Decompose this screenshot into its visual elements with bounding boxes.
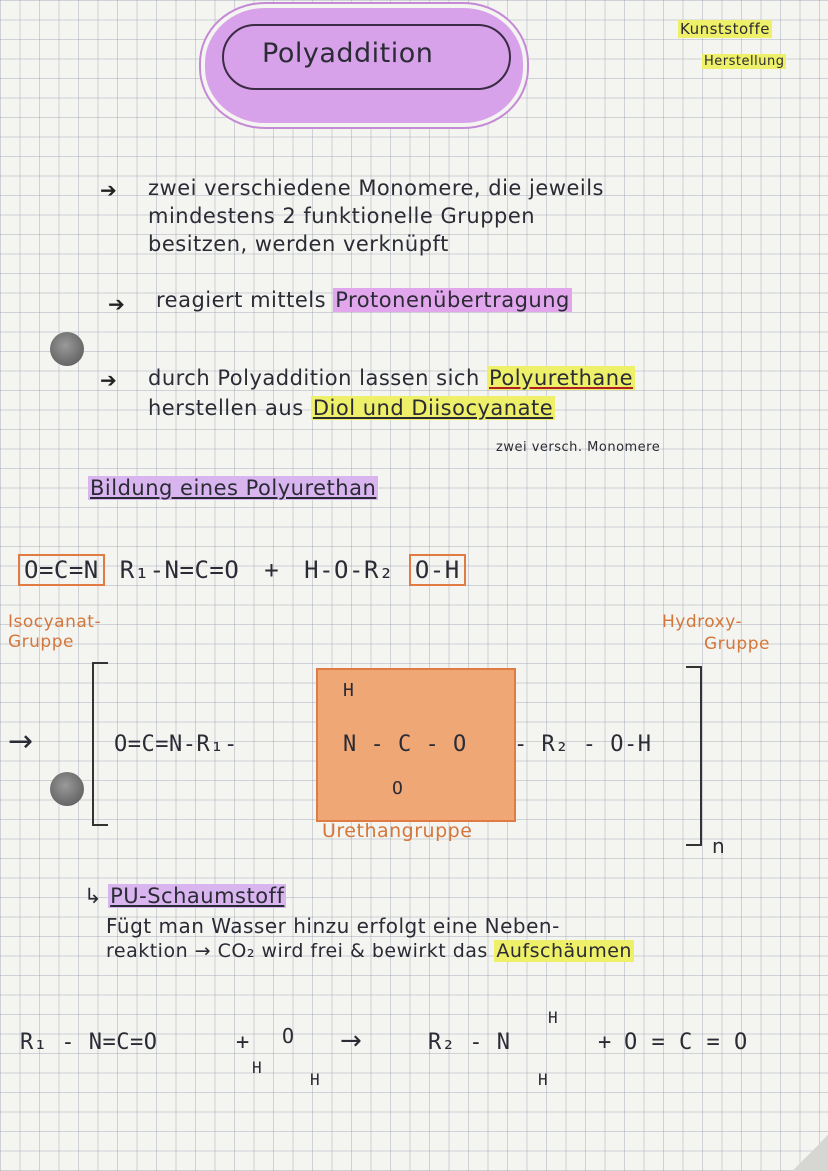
product-arrow: → <box>8 724 34 759</box>
arrow-bullet-icon: ➔ <box>100 368 117 392</box>
water-o: O <box>282 1024 295 1048</box>
section-heading-text: Bildung eines Polyurethan <box>90 476 377 500</box>
reaction2-plus2: + <box>598 1030 612 1055</box>
bullet2-text: reagiert mittels <box>156 288 327 312</box>
bullet3-line2-highlight: Diol und Diisocyanate <box>312 396 554 420</box>
bullet3-highlight: Polyurethane <box>488 366 634 390</box>
foam-line2-rest: CO₂ wird frei & bewirkt das <box>217 940 488 962</box>
bullet1-line3: besitzen, werden verknüpft <box>148 232 449 256</box>
foam-line2: reaktion → CO₂ wird frei & bewirkt das Aufschäumen <box>106 940 632 962</box>
foam-heading-text: PU-Schaumstoff <box>110 884 285 908</box>
bullet1-line1: zwei verschiedene Monomere, die jeweils <box>148 176 604 200</box>
page-title: Polyaddition <box>262 38 434 69</box>
foam-heading: ↳ PU-Schaumstoff <box>84 884 285 908</box>
water-h2: H <box>310 1070 321 1089</box>
topic-label-line2: Herstellung <box>704 54 785 69</box>
water-h1: H <box>252 1058 263 1077</box>
amine: R₂ - N <box>428 1030 511 1055</box>
bullet3-line2 <box>148 396 555 420</box>
topic-label-line1: Kunststoffe <box>680 20 770 38</box>
arrow-bullet-icon: ➔ <box>108 292 125 316</box>
hydroxy-group: O-H <box>409 554 466 586</box>
hydroxy-label-1: Hydroxy- <box>662 612 743 632</box>
bullet2-highlight: Protonenübertragung <box>335 288 570 312</box>
arrow-bullet-icon: ➔ <box>100 178 117 202</box>
reaction1-middle: R₁-N=C=O <box>119 556 240 584</box>
bullet2 <box>156 288 572 312</box>
punch-hole <box>50 772 84 806</box>
bullet1-line2: mindestens 2 funktionelle Gruppen <box>148 204 536 228</box>
product-right: - R₂ - O-H <box>514 732 652 757</box>
monomer-note: zwei versch. Monomere <box>496 440 661 455</box>
reaction2-left: R₁ - N=C=O <box>20 1030 158 1055</box>
reaction2-plus1: + <box>236 1030 250 1055</box>
reaction2-arrow: → <box>340 1026 363 1056</box>
isocyanate-group: O=C=N <box>18 554 105 586</box>
co2: O = C = O <box>624 1030 748 1055</box>
right-bracket <box>686 666 702 846</box>
left-bracket <box>92 662 108 826</box>
foam-line2-prefix: reaktion <box>106 940 189 962</box>
foam-line1: Fügt man Wasser hinzu erfolgt eine Neben- <box>106 914 560 938</box>
isocyanate-label-2: Gruppe <box>8 632 74 652</box>
reaction1 <box>18 556 466 584</box>
punch-hole <box>50 332 84 366</box>
carbonyl-o: O <box>392 778 404 799</box>
diol-part: H-O-R₂ <box>304 556 394 584</box>
topic-label <box>678 20 772 38</box>
bullet3-line2-text: herstellen aus <box>148 396 304 420</box>
plus-sign: + <box>264 556 280 584</box>
product-left: O=C=N-R₁- <box>114 732 238 757</box>
section-heading <box>88 476 378 500</box>
page-corner <box>792 1135 828 1171</box>
hydroxy-label-2: Gruppe <box>704 634 770 654</box>
amine-h-bottom: H <box>538 1070 549 1089</box>
amine-h-top: H <box>548 1008 559 1027</box>
bullet3-line1 <box>148 366 635 390</box>
topic-sublabel <box>702 54 786 69</box>
repeat-n: n <box>712 834 726 858</box>
urethane-core: N - C - O <box>343 732 467 757</box>
isocyanate-label-1: Isocyanat- <box>8 612 102 632</box>
urethane-label: Urethangruppe <box>322 820 473 842</box>
product-h: H <box>343 680 355 701</box>
bullet3-text: durch Polyaddition lassen sich <box>148 366 480 390</box>
foam-line2-highlight: Aufschäumen <box>496 940 632 962</box>
